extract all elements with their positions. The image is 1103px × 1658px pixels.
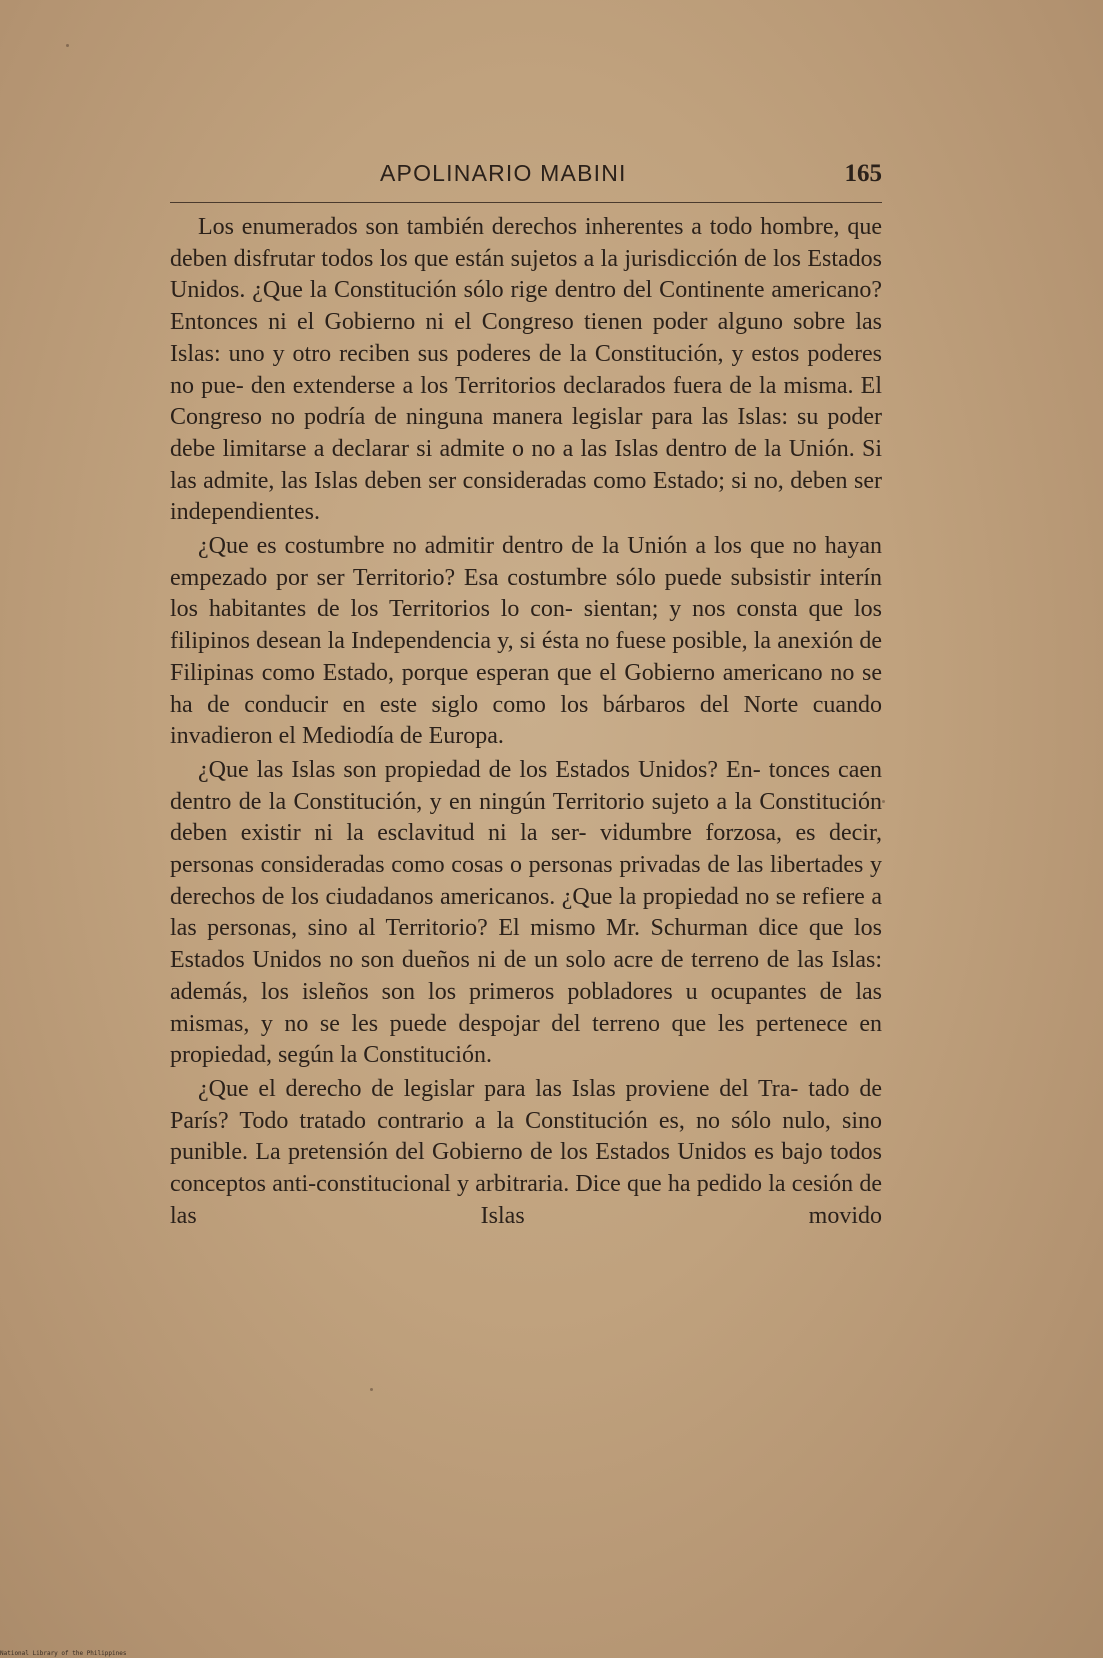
running-header <box>170 160 882 194</box>
paper-speck <box>882 800 885 803</box>
paragraph-2: ¿Que es costumbre no admitir dentro de la Unión a los que no hayan empezado por ser Territorio? Esa costumbre sólo puede subsistir interín los habitantes de los Territorios lo con- sientan; y nos consta que los filipinos desean la Independencia y, si ésta no fuese posible, la anexión de Filipinas como Estado, porque esperan que el Gobierno americano no se ha de conducir en este siglo como los bárbaros del Norte cuando invadieron el Mediodía de Europa. <box>170 533 882 750</box>
paper-speck <box>66 44 69 47</box>
page-number: 165 <box>844 160 882 187</box>
paragraph-3: ¿Que las Islas son propiedad de los Estados Unidos? En- tonces caen dentro de la Constitución, y en ningún Territorio sujeto a la Constitución deben existir ni la esclavitud ni la ser- vidumbre forzosa, es decir, personas consideradas como cosas o personas privadas de las libertades y derechos de los ciudadanos americanos. ¿Que la propiedad no se refiere a las personas, sino al Territorio? El mismo Mr. Schurman dice que los Estados Unidos no son dueños ni de un solo acre de terreno de las Islas: además, los isleños son los primeros pobladores u ocupantes de las mismas, y no se les puede despojar del terreno que les pertenece en propiedad, según la Constitución. <box>170 756 882 1069</box>
paper-speck <box>370 1388 373 1391</box>
paragraph-4: ¿Que el derecho de legislar para las Islas proviene del Tra- tado de París? Todo tratado contrario a la Constitución es, no sólo nulo, sino punible. La pretensión del Gobierno de los Estados Unidos es bajo todos conceptos anti-constitucional y arbitraria. Dice que ha pedido la cesión de las Islas movido <box>170 1075 882 1229</box>
library-credit: National Library of the Philippines <box>0 1650 127 1657</box>
body-text <box>170 212 882 1233</box>
running-title: APOLINARIO MABINI <box>380 160 627 186</box>
paragraph-1: Los enumerados son también derechos inherentes a todo hombre, que deben disfrutar todos los que están sujetos a la jurisdicción de los Estados Unidos. ¿Que la Constitución sólo rige dentro del Continente americano? Entonces ni el Gobierno ni el Congreso tienen poder alguno sobre las Islas: uno y otro reciben sus poderes de la Constitución, y estos poderes no pue- den extenderse a los Territorios declarados fuera de la misma. El Congreso no podría de ninguna manera legislar para las Islas: su poder debe limitarse a declarar si admite o no a las Islas dentro de la Unión. Si las admite, las Islas deben ser consideradas como Estado; si no, deben ser independientes. <box>170 214 882 526</box>
header-rule <box>170 202 882 203</box>
